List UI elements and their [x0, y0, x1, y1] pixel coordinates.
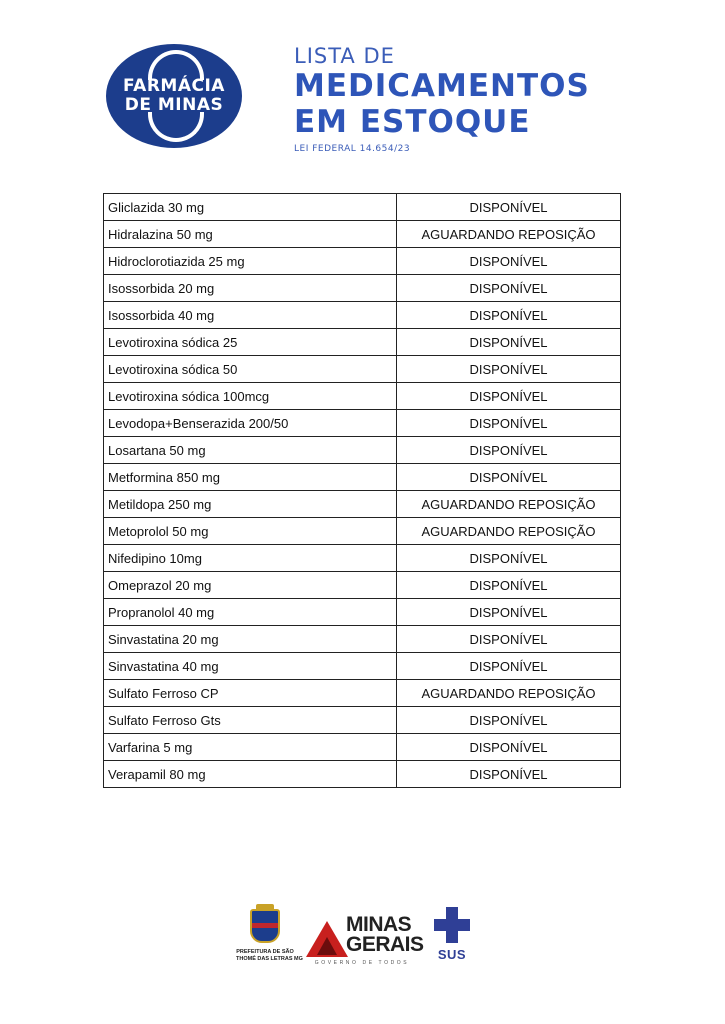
- medication-status: DISPONÍVEL: [397, 545, 621, 572]
- medication-status: DISPONÍVEL: [397, 572, 621, 599]
- sus-logo: [432, 907, 472, 962]
- coat-of-arms-icon: [250, 909, 280, 943]
- prefeitura-line1: PREFEITURA DE SÃO: [236, 949, 294, 955]
- medication-status: DISPONÍVEL: [397, 464, 621, 491]
- medication-status: DISPONÍVEL: [397, 599, 621, 626]
- title-small: LISTA DE: [294, 44, 395, 68]
- table-row: [104, 545, 621, 572]
- page-title-block: [294, 44, 590, 154]
- table-row: [104, 410, 621, 437]
- table-row: [104, 248, 621, 275]
- medication-name: Metildopa 250 mg: [104, 491, 397, 518]
- medication-name: Propranolol 40 mg: [104, 599, 397, 626]
- medication-status: DISPONÍVEL: [397, 734, 621, 761]
- mg-line2: GERAIS: [346, 933, 424, 956]
- medication-name: Isossorbida 40 mg: [104, 302, 397, 329]
- table-row: [104, 599, 621, 626]
- medication-name: Verapamil 80 mg: [104, 761, 397, 788]
- mg-line1: MINAS: [346, 913, 412, 936]
- table-row: [104, 491, 621, 518]
- medication-status: AGUARDANDO REPOSIÇÃO: [397, 518, 621, 545]
- hand-icon: [148, 112, 204, 142]
- medication-status: DISPONÍVEL: [397, 302, 621, 329]
- medication-name: Metformina 850 mg: [104, 464, 397, 491]
- medication-name: Sinvastatina 20 mg: [104, 626, 397, 653]
- medication-name: Levotiroxina sódica 25: [104, 329, 397, 356]
- sus-label: SUS: [437, 947, 467, 962]
- prefeitura-line2: THOMÉ DAS LETRAS MG: [236, 956, 303, 962]
- table-row: [104, 518, 621, 545]
- medication-status: DISPONÍVEL: [397, 383, 621, 410]
- law-reference: LEI FEDERAL 14.654/23: [294, 144, 411, 154]
- medications-table-body: [104, 194, 621, 788]
- table-row: [104, 680, 621, 707]
- medication-status: AGUARDANDO REPOSIÇÃO: [397, 491, 621, 518]
- table-row: [104, 464, 621, 491]
- medication-name: Levotiroxina sódica 50: [104, 356, 397, 383]
- footer-logos: [0, 905, 725, 975]
- minas-gerais-logo: [306, 913, 424, 966]
- table-row: [104, 275, 621, 302]
- logo-text-line2: DE MINAS: [124, 95, 224, 115]
- table-row: [104, 626, 621, 653]
- medication-name: Metoprolol 50 mg: [104, 518, 397, 545]
- table-row: [104, 329, 621, 356]
- medication-name: Losartana 50 mg: [104, 437, 397, 464]
- medication-status: DISPONÍVEL: [397, 437, 621, 464]
- medication-name: Sinvastatina 40 mg: [104, 653, 397, 680]
- medication-status: AGUARDANDO REPOSIÇÃO: [397, 221, 621, 248]
- medication-name: Omeprazol 20 mg: [104, 572, 397, 599]
- medication-name: Sulfato Ferroso Gts: [104, 707, 397, 734]
- medication-name: Sulfato Ferroso CP: [104, 680, 397, 707]
- table-row: [104, 194, 621, 221]
- medication-status: DISPONÍVEL: [397, 356, 621, 383]
- medication-status: AGUARDANDO REPOSIÇÃO: [397, 680, 621, 707]
- mg-subtitle: GOVERNO DE TODOS: [314, 960, 410, 966]
- table-row: [104, 707, 621, 734]
- table-row: [104, 734, 621, 761]
- medication-status: DISPONÍVEL: [397, 761, 621, 788]
- medication-name: Levodopa+Benserazida 200/50: [104, 410, 397, 437]
- medication-status: DISPONÍVEL: [397, 410, 621, 437]
- table-row: [104, 572, 621, 599]
- table-row: [104, 653, 621, 680]
- medication-status: DISPONÍVEL: [397, 707, 621, 734]
- title-line1: MEDICAMENTOS: [294, 68, 590, 104]
- medication-status: DISPONÍVEL: [397, 653, 621, 680]
- table-row: [104, 221, 621, 248]
- table-row: [104, 356, 621, 383]
- table-row: [104, 761, 621, 788]
- title-line2: EM ESTOQUE: [294, 104, 531, 140]
- medication-name: Levotiroxina sódica 100mcg: [104, 383, 397, 410]
- medication-name: Gliclazida 30 mg: [104, 194, 397, 221]
- medications-table: [103, 193, 621, 788]
- table-row: [104, 302, 621, 329]
- medication-status: DISPONÍVEL: [397, 194, 621, 221]
- medication-name: Hidralazina 50 mg: [104, 221, 397, 248]
- medication-status: DISPONÍVEL: [397, 248, 621, 275]
- medication-status: DISPONÍVEL: [397, 275, 621, 302]
- farmacia-de-minas-logo: [106, 44, 242, 148]
- medication-status: DISPONÍVEL: [397, 626, 621, 653]
- medication-name: Hidroclorotiazida 25 mg: [104, 248, 397, 275]
- medication-status: DISPONÍVEL: [397, 329, 621, 356]
- table-row: [104, 383, 621, 410]
- prefeitura-logo: [236, 909, 303, 963]
- table-row: [104, 437, 621, 464]
- logo-text-line1: FARMÁCIA: [123, 76, 225, 96]
- medication-name: Isossorbida 20 mg: [104, 275, 397, 302]
- medication-name: Nifedipino 10mg: [104, 545, 397, 572]
- medication-name: Varfarina 5 mg: [104, 734, 397, 761]
- cross-icon: [434, 907, 470, 943]
